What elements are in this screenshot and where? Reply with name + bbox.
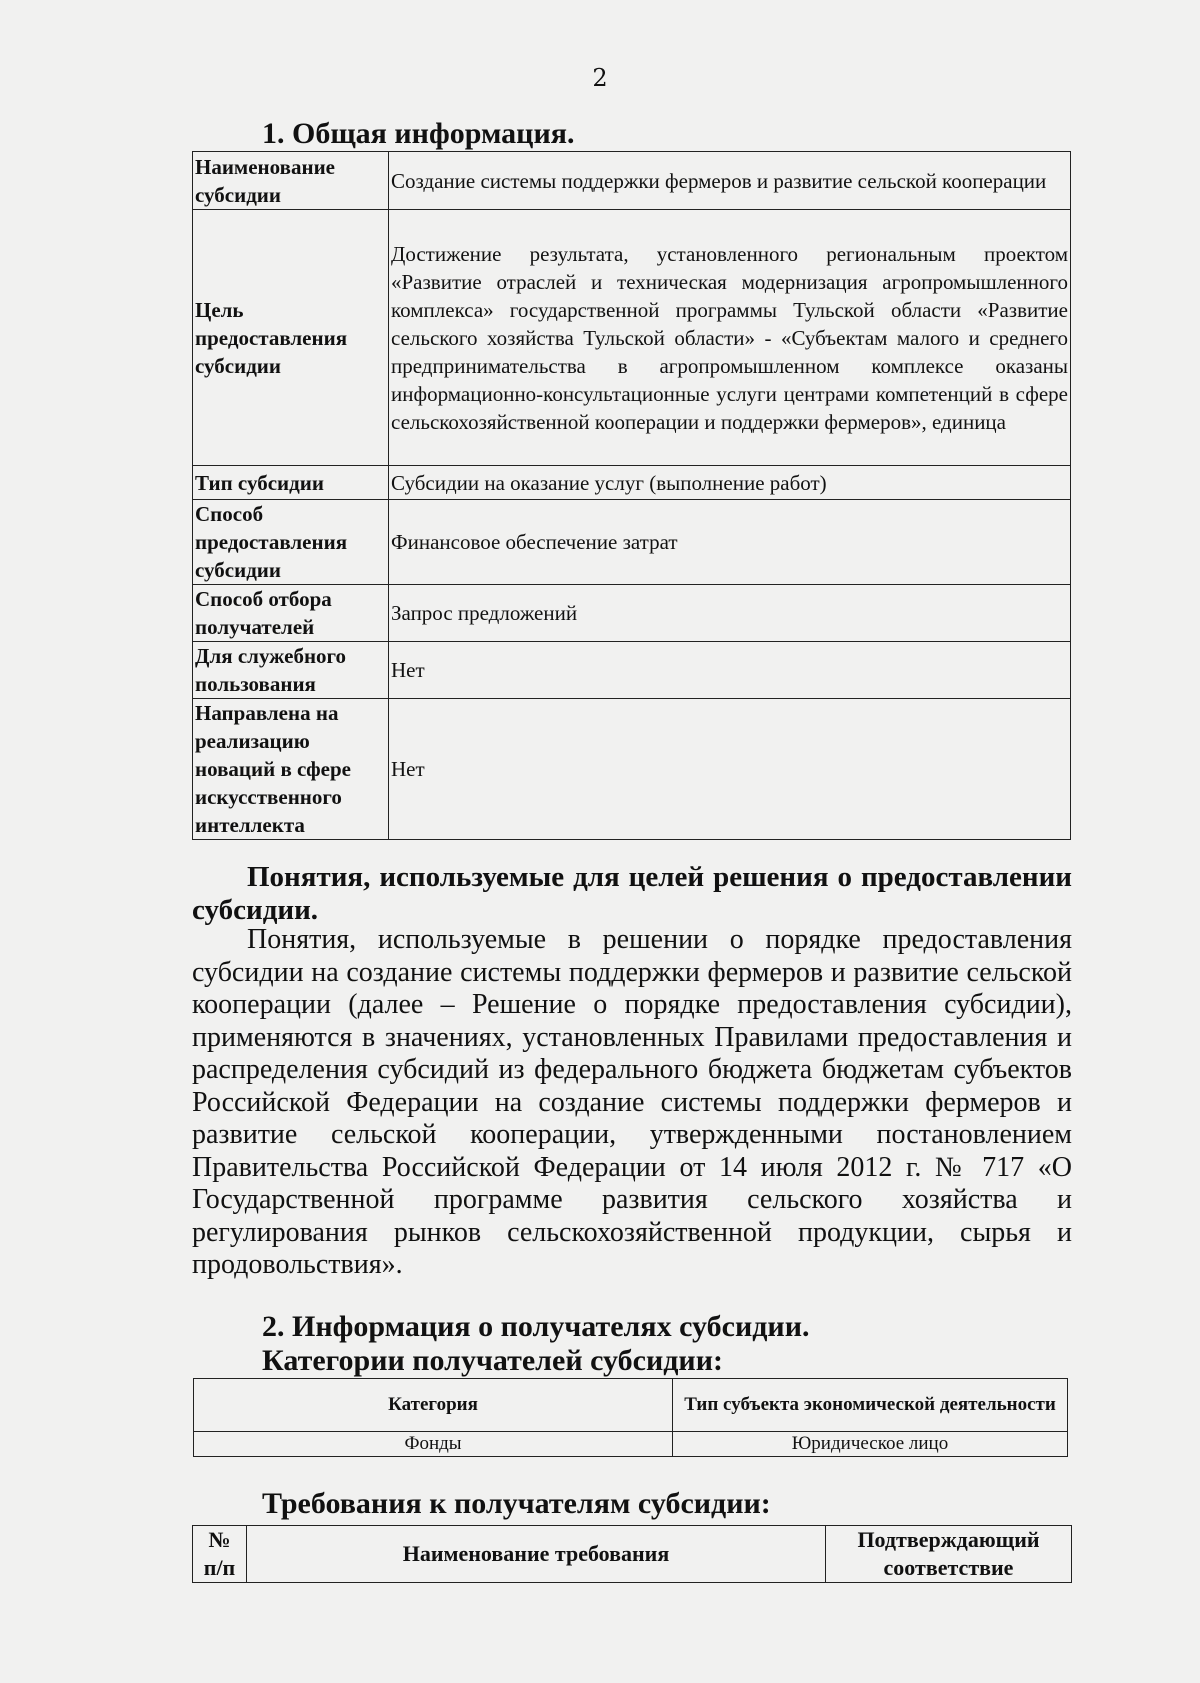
row-label: Цель предоставления субсидии <box>193 210 389 466</box>
table-row <box>193 699 1071 840</box>
page-number: 2 <box>592 64 608 92</box>
table-cell: Фонды <box>194 1432 673 1457</box>
row-value: Запрос предложений <box>389 585 1071 642</box>
table-row <box>193 152 1071 210</box>
table-row <box>193 585 1071 642</box>
table-cell: Юридическое лицо <box>673 1432 1068 1457</box>
column-header: Наименование требования <box>247 1526 826 1583</box>
table-row <box>194 1432 1068 1457</box>
requirements-table <box>192 1525 1072 1583</box>
requirements-heading: Требования к получателям субсидии: <box>262 1487 771 1520</box>
row-label: Наименование субсидии <box>193 152 389 210</box>
table-row <box>193 500 1071 585</box>
row-value: Финансовое обеспечение затрат <box>389 500 1071 585</box>
table-row <box>193 642 1071 699</box>
categories-table <box>193 1378 1068 1457</box>
table-header-row <box>194 1379 1068 1432</box>
table-header-row <box>193 1526 1072 1583</box>
section2-heading: 2. Информация о получателях субсидии. <box>262 1310 810 1343</box>
table-row <box>193 210 1071 466</box>
column-header: № п/п <box>193 1526 247 1583</box>
row-label: Для служебного пользования <box>193 642 389 699</box>
general-info-table <box>192 151 1071 840</box>
table-row <box>193 466 1071 500</box>
section1-heading: 1. Общая информация. <box>262 117 575 150</box>
row-value: Субсидии на оказание услуг (выполнение работ) <box>389 466 1071 500</box>
row-value: Нет <box>389 699 1071 840</box>
concepts-body: Понятия, используемые в решении о порядке предоставления субсидии на создание системы поддержки фермеров и развитие сельской кооперации (далее – Решение о порядке предоставления субсидии), применяются в значениях, установленных Правилами предоставления и распределения субсидий из федерального бюджета бюджетам субъектов Российской Федерации на создание системы поддержки фермеров и развитие сельской кооперации, утвержденными постановлением Правительства Российской Федерации от 14 июля 2012 г. № 717 «О Государственной программе развития сельского хозяйства и регулирования рынков сельскохозяйственной продукции, сырья и продовольствия». <box>192 924 1072 1280</box>
column-header: Категория <box>194 1379 673 1432</box>
row-label: Способ предоставления субсидии <box>193 500 389 585</box>
row-value: Создание системы поддержки фермеров и развитие сельской кооперации <box>389 152 1071 210</box>
concepts-title: Понятия, используемые для целей решения о предоставлении субсидии. <box>192 861 1072 926</box>
row-value: Достижение результата, установленного региональным проектом «Развитие отраслей и техническая модернизация агропромышленного комплекса» государственной программы Тульской области «Развитие сельского хозяйства Тульской области» - «Субъектам малого и среднего предпринимательства в агропромышленном комплексе оказаны информационно-консультационные услуги центрами компетенций в сфере сельскохозяйственной кооперации и поддержки фермеров», единица <box>389 210 1071 466</box>
row-value: Нет <box>389 642 1071 699</box>
column-header: Подтверждающий соответствие <box>826 1526 1072 1583</box>
row-label: Способ отбора получателей <box>193 585 389 642</box>
column-header: Тип субъекта экономической деятельности <box>673 1379 1068 1432</box>
row-label: Тип субсидии <box>193 466 389 500</box>
row-label: Направлена на реализацию новаций в сфере искусственного интеллекта <box>193 699 389 840</box>
categories-heading: Категории получателей субсидии: <box>262 1344 723 1377</box>
